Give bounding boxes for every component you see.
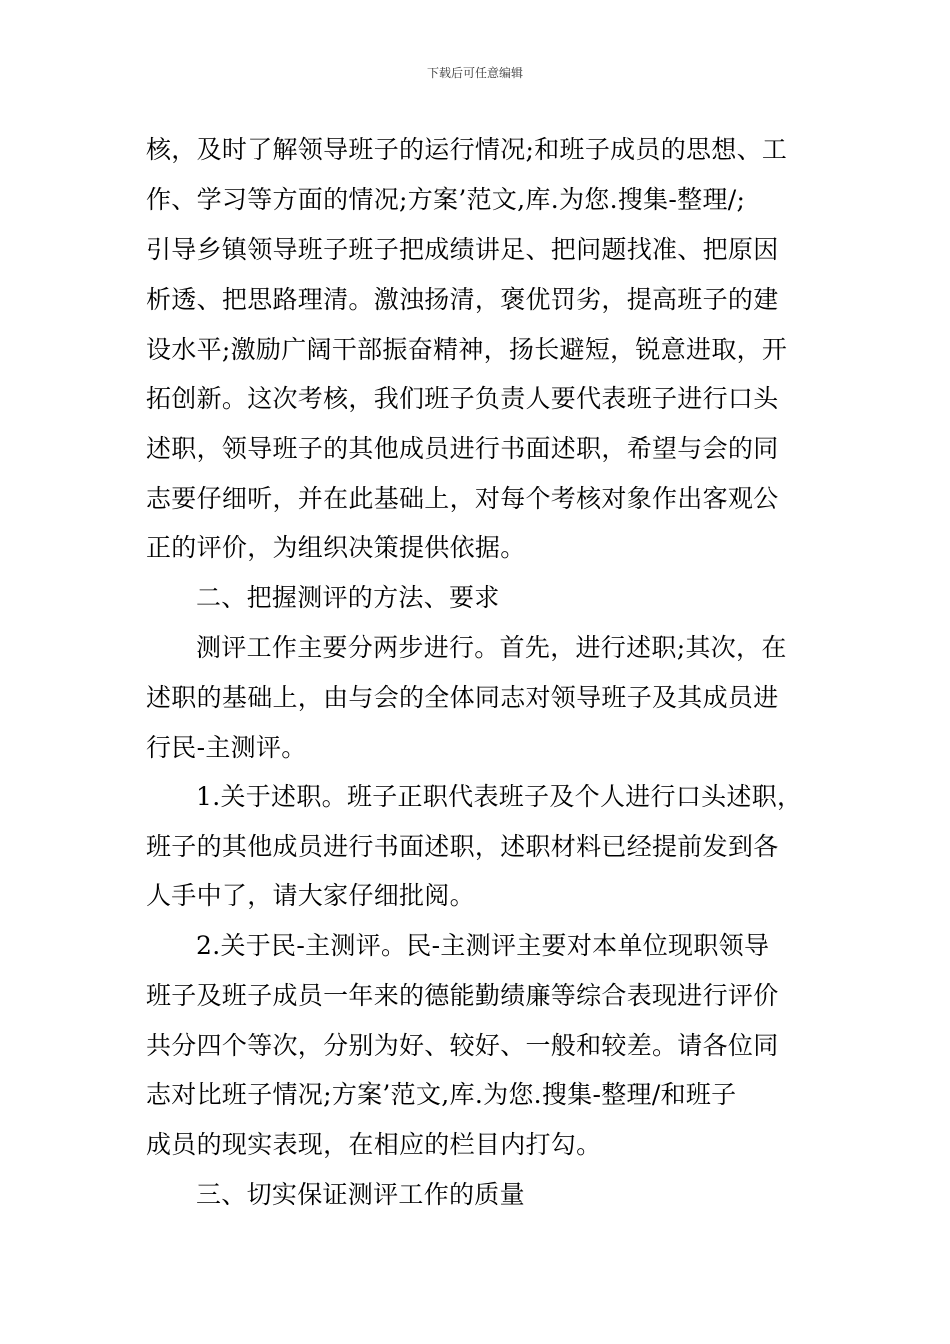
text-line: 共分四个等次，分别为好、较好、一般和较差。请各位同 <box>146 1031 779 1060</box>
text-line: 班子及班子成员一年来的德能勤绩廉等综合表现进行评价 <box>146 981 779 1010</box>
text-line: 1.关于述职。班子正职代表班子及个人进行口头述职， <box>196 782 803 811</box>
text-line: 拓创新。这次考核，我们班子负责人要代表班子进行口头 <box>146 384 779 413</box>
text-line: 人手中了，请大家仔细批阅。 <box>146 881 475 910</box>
text-line: 班子的其他成员进行书面述职，述职材料已经提前发到各 <box>146 832 779 861</box>
text-line: 测评工作主要分两步进行。首先，进行述职;其次，在 <box>196 633 787 662</box>
text-line: 核，及时了解领导班子的运行情况;和班子成员的思想、工 <box>146 135 788 164</box>
text-line: 2.关于民-主测评。民-主测评主要对本单位现职领导 <box>196 931 770 960</box>
text-line: 成员的现实表现，在相应的栏目内打勾。 <box>146 1130 602 1159</box>
text-line: 行民-主测评。 <box>146 733 307 762</box>
text-line: 引导乡镇领导班子班子把成绩讲足、把问题找准、把原因 <box>146 235 779 264</box>
text-line: 志要仔细听，并在此基础上，对每个考核对象作出客观公 <box>146 484 779 513</box>
section-heading: 二、把握测评的方法、要求 <box>196 583 500 612</box>
section-heading: 三、切实保证测评工作的质量 <box>196 1180 525 1209</box>
text-line: 正的评价，为组织决策提供依据。 <box>146 533 526 562</box>
text-line: 作、学习等方面的情况;方案’范文,库.为您.搜集-整理/; <box>146 185 746 214</box>
text-line: 述职的基础上，由与会的全体同志对领导班子及其成员进 <box>146 683 779 712</box>
text-line: 志对比班子情况;方案’范文,库.为您.搜集-整理/和班子 <box>146 1080 737 1109</box>
text-line: 设水平;激励广阔干部振奋精神，扬长避短，锐意进取，开 <box>146 335 788 364</box>
text-line: 析透、把思路理清。激浊扬清，褒优罚劣，提高班子的建 <box>146 285 779 314</box>
page-header-note: 下载后可任意编辑 <box>426 66 523 80</box>
text-line: 述职，领导班子的其他成员进行书面述职，希望与会的同 <box>146 434 779 463</box>
